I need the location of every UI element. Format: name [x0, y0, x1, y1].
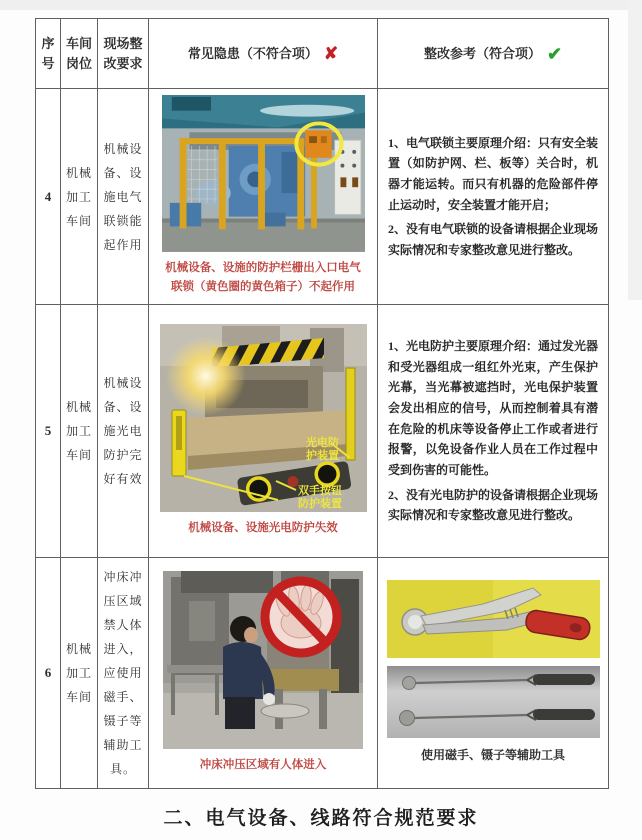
header-col-requirement	[98, 19, 149, 89]
page-right-margin	[628, 0, 642, 300]
row5-hazard-cell	[149, 305, 378, 558]
row6-reference-caption: 使用磁手、镊子等辅助工具	[420, 748, 565, 763]
no-hands-prohibition-icon	[265, 581, 337, 653]
svg-text:护装置: 护装置	[305, 449, 339, 462]
row4-reference-cell	[378, 89, 609, 305]
row4-hazard-caption: 机械设备、设施的防护栏栅出入口电气联锁（黄色圈的黄色箱子）不起作用	[165, 261, 361, 294]
row4-workshop: 机械加工车间	[61, 89, 98, 305]
row6-reference-cell	[378, 558, 609, 789]
header-col-workshop-label: 车间岗位	[65, 36, 92, 71]
light-curtain-left	[172, 410, 186, 476]
header-col-no	[36, 19, 61, 89]
header-col-no-label: 序号	[41, 36, 55, 71]
photo-press-light-curtain	[160, 324, 367, 512]
row5-hazard-caption: 机械设备、设施光电防护失效	[188, 521, 338, 534]
row4-hazard-cell	[149, 89, 378, 305]
row4-reference-item-1: 1、电气联锁主要原理介绍：只有安全装置（如防护网、栏、板等）关合时，机器才能运转。而只有机器的危险部件停止运动时，安全装置才能开启；	[388, 135, 599, 212]
header-col-reference	[378, 19, 609, 89]
row6-hazard-caption: 冲床冲压区域有人体进入	[199, 758, 327, 771]
photo-magnetic-hand-tool	[387, 580, 600, 658]
svg-text:光电防: 光电防	[305, 436, 339, 449]
row5-reference-cell	[378, 305, 609, 558]
page-top-margin	[0, 0, 642, 10]
green-check-icon: ✔	[546, 43, 563, 64]
section-title: 二、电气设备、线路符合规范要求	[163, 808, 479, 829]
light-curtain-right	[346, 368, 355, 460]
photo-machine-interlock	[160, 95, 367, 252]
row5-workshop: 机械加工车间	[61, 305, 98, 558]
row6-workshop: 机械加工车间	[61, 558, 98, 789]
safety-inspection-table	[35, 18, 609, 789]
row4-requirement: 机械设备、设施电气联锁能起作用	[98, 89, 149, 305]
row6-requirement: 冲床冲压区域禁人体进入，应使用磁手、镊子等辅助工具。	[98, 558, 149, 789]
header-col-hazard-label: 常见隐患（不符合项）	[187, 45, 318, 61]
row4-reference-item-2: 2、没有电气联锁的设备请根据企业现场实际情况和专家整改意见进行整改。	[388, 222, 599, 257]
red-cross-icon: ✘	[323, 44, 339, 63]
header-col-reference-label: 整改参考（符合项）	[423, 45, 541, 61]
row5-requirement: 机械设备、设施光电防护完好有效	[98, 305, 149, 558]
photo-tweezer-tools	[387, 666, 600, 738]
svg-text:防护装置: 防护装置	[297, 497, 342, 510]
photo-worker-at-press	[163, 571, 363, 749]
header-col-requirement-label: 现场整改要求	[103, 36, 143, 71]
row6-hazard-cell	[149, 558, 378, 789]
row5-reference-item-1: 1、光电防护主要原理介绍：通过发光器和受光器组成一组红外光束，产生保护光幕，当光幕被遮挡时，光电保护装置会发出相应的信号，从而控制着具有潜在危险的机床等设备停止工作或者进行报警，以免设备作业人员在工作过程中受到伤害的可能性。	[388, 339, 599, 477]
photo-annotation-light-curtain	[306, 435, 339, 462]
row6-number: 6	[36, 558, 61, 789]
header-col-workshop	[61, 19, 98, 89]
row4-number: 4	[36, 89, 61, 305]
row5-reference-item-2: 2、没有光电防护的设备请根据企业现场实际情况和专家整改意见进行整改。	[388, 487, 599, 523]
svg-text:双手按钮: 双手按钮	[297, 484, 342, 497]
bright-light-glow	[166, 336, 246, 416]
row5-number: 5	[36, 305, 61, 558]
header-col-hazard	[149, 19, 378, 89]
photo-annotation-two-hand	[298, 483, 342, 510]
